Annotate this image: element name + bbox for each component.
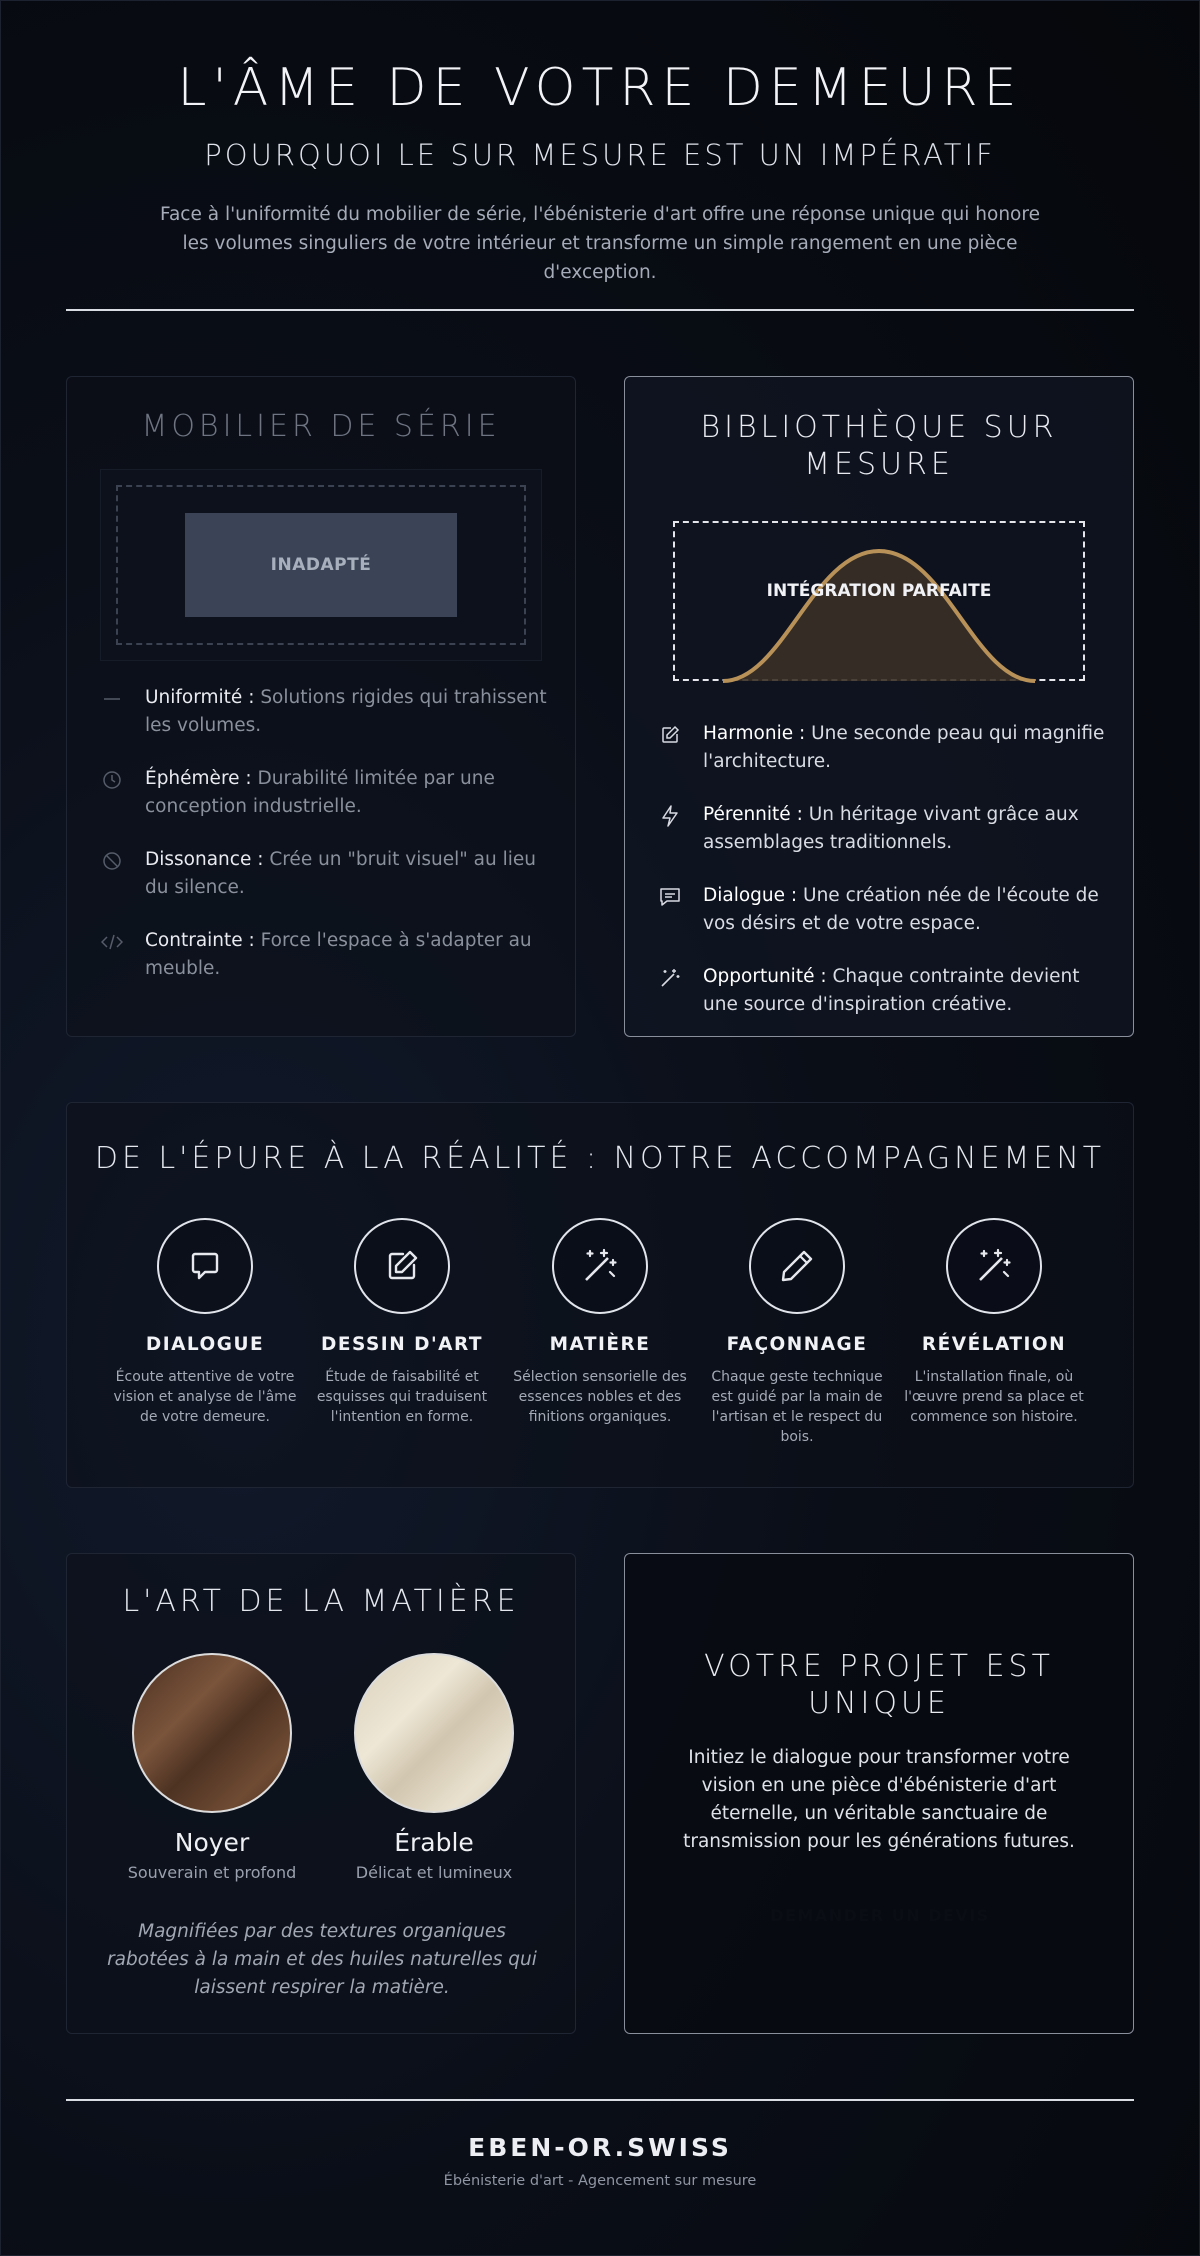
cta-title: VOTRE PROJET EST UNIQUE <box>704 1649 1054 1721</box>
footer-divider <box>66 2099 1134 2101</box>
inadapte-badge: INADAPTÉ <box>185 513 457 617</box>
wood-name: Noyer <box>174 1828 250 1857</box>
erable-swatch <box>354 1653 514 1813</box>
matiere-note: Magnifiées par des textures organiques rabotées à la main et des huiles naturelles qui laissent respirer la matière. <box>107 1921 537 1998</box>
wood-desc: Délicat et lumineux <box>355 1863 513 1882</box>
mesure-list <box>657 720 1107 1044</box>
wood-name: Érable <box>394 1828 474 1857</box>
serie-list <box>99 684 549 1008</box>
page-title: L'ÂME DE VOTRE DEMEURE <box>177 58 1023 118</box>
step-name: MATIÈRE <box>549 1334 651 1355</box>
clock-icon <box>99 767 125 793</box>
matiere-title: L'ART DE LA MATIÈRE <box>122 1584 520 1619</box>
step-revelation <box>899 1218 1089 1427</box>
chat-icon <box>157 1218 253 1314</box>
hero <box>0 58 1200 287</box>
step-dessin <box>307 1218 497 1427</box>
step-name: RÉVÉLATION <box>921 1334 1067 1355</box>
wood-desc: Souverain et profond <box>127 1863 297 1882</box>
mesure-card <box>624 376 1134 1037</box>
serie-card <box>66 376 576 1037</box>
edit-icon <box>354 1218 450 1314</box>
intro-text: Face à l'uniformité du mobilier de série, l'ébénisterie d'art offre une réponse unique qui honore les volumes singuliers de votre intérieur et transforme un simple rangement en une pièce d'exception. <box>160 204 1040 283</box>
code-icon <box>99 929 125 955</box>
ban-icon <box>99 848 125 874</box>
divider <box>66 309 1134 311</box>
list-item: Dialogue : Une création née de l'écoute de vos désirs et de votre espace. <box>657 882 1107 938</box>
step-faconnage <box>702 1218 892 1447</box>
noyer-swatch <box>132 1653 292 1813</box>
message-icon <box>657 884 683 910</box>
step-desc: Chaque geste technique est guidé par la main de l'artisan et le respect du bois. <box>711 1369 883 1445</box>
erable-label <box>324 1828 544 1882</box>
cta-text: Initiez le dialogue pour transformer votre vision en une pièce d'ébénisterie d'art éternelle, un véritable sanctuaire de transmission pour les générations futures. <box>683 1747 1075 1852</box>
step-desc: L'installation finale, où l'œuvre prend sa place et commence son histoire. <box>904 1369 1084 1425</box>
step-matiere <box>505 1218 695 1427</box>
integration-badge: INTÉGRATION PARFAITE <box>766 581 992 601</box>
list-item: Harmonie : Une seconde peau qui magnifie l'architecture. <box>657 720 1107 776</box>
matiere-card <box>66 1553 576 2034</box>
list-item: Opportunité : Chaque contrainte devient une source d'inspiration créative. <box>657 963 1107 1019</box>
list-item: Dissonance : Crée un "bruit visuel" au lieu du silence. <box>99 846 549 902</box>
serie-illustration <box>100 469 542 661</box>
footer-brand: EBEN-OR.SWISS <box>468 2133 732 2162</box>
step-dialogue <box>110 1218 300 1427</box>
list-item: Éphémère : Durabilité limitée par une conception industrielle. <box>99 765 549 821</box>
edit-icon <box>657 722 683 748</box>
pencil-icon <box>749 1218 845 1314</box>
list-item: Uniformité : Solutions rigides qui trahissent les volumes. <box>99 684 549 740</box>
step-name: FAÇONNAGE <box>726 1334 868 1355</box>
step-name: DIALOGUE <box>145 1334 265 1355</box>
quote-button[interactable]: DEMANDER UN DEVIS <box>770 1906 990 1925</box>
step-name: DESSIN D'ART <box>321 1334 483 1355</box>
list-item: Contrainte : Force l'espace à s'adapter au meuble. <box>99 927 549 983</box>
step-desc: Sélection sensorielle des essences nobles et des finitions organiques. <box>513 1369 687 1425</box>
mesure-title: BIBLIOTHÈQUE SUR MESURE <box>700 410 1058 482</box>
magic-wand-icon <box>657 965 683 991</box>
serie-title: MOBILIER DE SÉRIE <box>141 409 501 444</box>
noyer-label <box>102 1828 322 1882</box>
dash-icon <box>99 686 125 712</box>
process-title: DE L'ÉPURE À LA RÉALITÉ : NOTRE ACCOMPAGNEMENT <box>94 1141 1106 1176</box>
page-subtitle: POURQUOI LE SUR MESURE EST UN IMPÉRATIF <box>204 138 996 172</box>
list-item: Pérennité : Un héritage vivant grâce aux assemblages traditionnels. <box>657 801 1107 857</box>
lightning-icon <box>657 803 683 829</box>
footer-tagline: Ébénisterie d'art - Agencement sur mesure <box>443 2173 757 2189</box>
bell-curve <box>673 521 1085 683</box>
step-desc: Étude de faisabilité et esquisses qui traduisent l'intention en forme. <box>316 1369 488 1425</box>
step-desc: Écoute attentive de votre vision et analyse de l'âme de votre demeure. <box>113 1369 297 1425</box>
magic-wand-icon <box>946 1218 1042 1314</box>
magic-wand-icon <box>552 1218 648 1314</box>
cta-card <box>624 1553 1134 2034</box>
